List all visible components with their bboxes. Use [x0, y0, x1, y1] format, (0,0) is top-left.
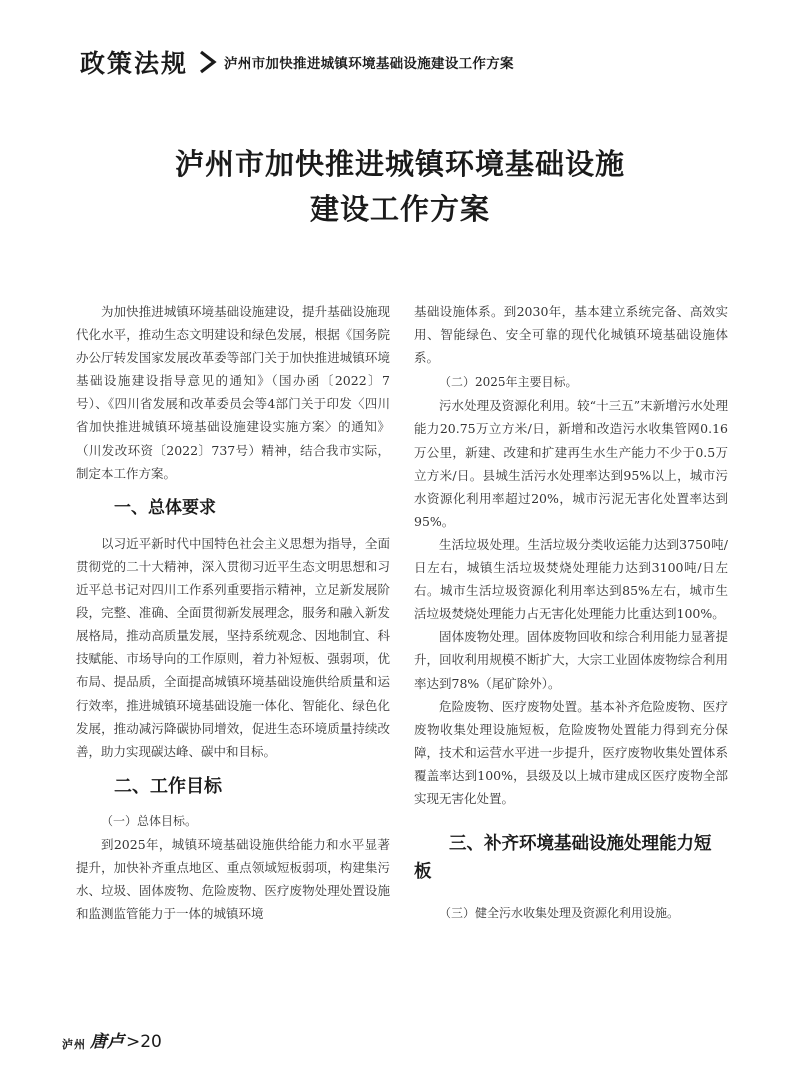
magazine-logo: 唐卢	[90, 1032, 124, 1052]
overall-goals-continuation: 基础设施体系。到2030年，基本建立系统完备、高效实用、智能绿色、安全可靠的现代化城镇环境基础设施体系。	[414, 304, 728, 366]
general-requirements-paragraph: 以习近平新时代中国特色社会主义思想为指导，全面贯彻党的二十大精神，深入贯彻习近平生态文明思想和习近平总书记对四川工作系列重要指示精神，立足新发展阶段，完整、准确、全面贯彻新发展理念，服务和融入新发展格局，推动高质量发展，坚持系统观念、因地制宜、科技赋能、市场导向的工作原则，着力补短板、强弱项，优布局、提品质，全面提高城镇环境基础设施供给质量和运行效率，推进城镇环境基础设施一体化、智能化、绿色化发展，推动减污降碳协同增效，促进生态环境质量持续改善，助力实现碳达峰、碳中和目标。	[76, 535, 390, 759]
subheading-2025-goals: （二）2025年主要目标。	[439, 375, 578, 390]
title-line-2: 建设工作方案	[309, 192, 490, 226]
overall-goals-paragraph: 到2025年，城镇环境基础设施供给能力和水平显著提升，加快补齐重点地区、重点领域短板弱项，构建集污水、垃圾、固体废物、危险废物、医疗废物处理处置设施和监测监管能力于一体的城镇环境	[76, 836, 390, 922]
title-line-1: 泸州市加快推进城镇环境基础设施	[174, 147, 625, 181]
magazine-city: 泸州	[62, 1038, 86, 1051]
section-name: 政策法规	[80, 49, 189, 78]
intro-paragraph: 为加快推进城镇环境基础设施建设，提升基础设施现代化水平，推动生态文明建设和绿色发展，根据《国务院办公厅转发国家发展改革委等部门关于加快推进城镇环境基础设施建设指导意见的通知》（国办函〔2022〕7号）、《四川省发展和改革委员会等4部门关于印发〈四川省加快推进城镇环境基础设施建设实施方案〉的通知》（川发改环资〔2022〕737号）精神，结合我市实际，制定本工作方案。	[76, 304, 390, 481]
page-footer	[62, 1027, 162, 1052]
heading-work-goals: 二、工作目标	[114, 775, 222, 797]
heading-infrastructure-gaps: 三、补齐环境基础设施处理能力短板	[414, 834, 712, 883]
solid-waste-paragraph: 固体废物处理。固体废物回收和综合利用能力显著提升，回收利用规模不断扩大，大宗工业固体废物综合利用率达到78%（尾矿除外）。	[414, 629, 728, 691]
section-header	[80, 44, 514, 80]
subheading-overall-goals: （一）总体目标。	[101, 813, 198, 828]
chevron-right-icon	[198, 49, 218, 75]
left-column	[76, 300, 390, 925]
hazardous-waste-paragraph: 危险废物、医疗废物处置。基本补齐危险废物、医疗废物收集处理设施短板，危险废物处置能力得到充分保障，技术和运营水平进一步提升，医疗废物收集处置体系覆盖率达到100%，县级及以上城市建成区医疗废物全部实现无害化处置。	[414, 698, 728, 806]
page-number: >20	[126, 1032, 162, 1052]
garbage-paragraph: 生活垃圾处理。生活垃圾分类收运能力达到3750吨/日左右，城镇生活垃圾焚烧处理能力达到3100吨/日左右。城市生活垃圾资源化利用率达到85%左右，城市生活垃圾焚烧处理能力占无害化处理能力比重达到100%。	[414, 536, 728, 622]
wastewater-paragraph: 污水处理及资源化利用。较“十三五”末新增污水处理能力20.75万立方米/日，新增和改造污水收集管网0.16万公里，新建、改建和扩建再生水生产能力不少于0.5万立方米/日。县城生活污水处理率达到95%以上，城市污水资源化利用率超过20%，城市污泥无害化处置率达到95%。	[414, 398, 728, 529]
article-title	[0, 142, 800, 232]
section-subtitle: 泸州市加快推进城镇环境基础设施建设工作方案	[224, 56, 514, 72]
subheading-sewage-facilities: （三）健全污水收集处理及资源化利用设施。	[439, 906, 680, 921]
right-column	[414, 300, 728, 925]
heading-general-requirements: 一、总体要求	[114, 497, 216, 518]
